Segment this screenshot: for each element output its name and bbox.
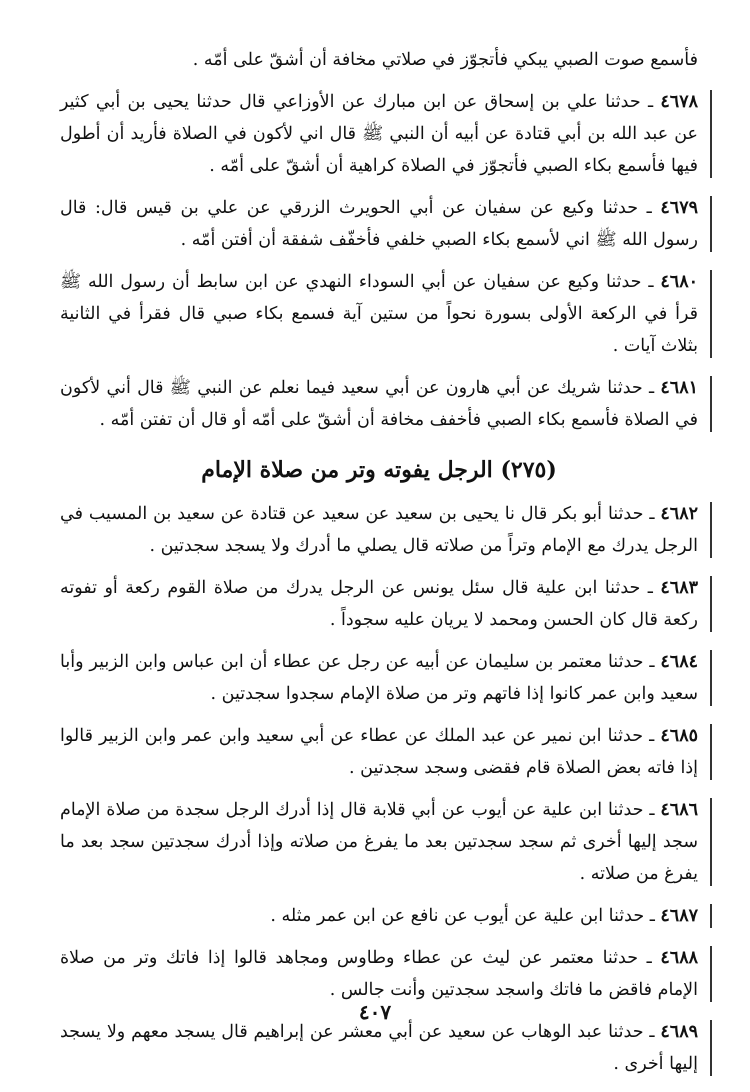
hadith-list-a: [60, 86, 698, 436]
hadith-text: ـ حدثنا أبو بكر قال نا يحيى بن سعيد عن سعيد عن قتادة عن سعيد بن المسيب في الرجل يدرك مع الإمام وتراً من صلاته قال يصلي ما أدرك ولا يسجد سجدتين .: [60, 504, 698, 556]
hadith-paragraph: [60, 192, 698, 256]
hadith-number: ٤٦٨٧: [660, 906, 698, 926]
continuation-text: فأسمع صوت الصبي يبكي فأتجوّز في صلاتي مخافة أن أشقّ على أمّه .: [192, 50, 698, 70]
hadith-number: ٤٦٨٤: [660, 652, 698, 672]
hadith-number: ٤٦٨٨: [660, 948, 698, 968]
hadith-number: ٤٦٧٩: [660, 198, 698, 218]
hadith-list-b: [60, 498, 698, 1080]
hadith-number: ٤٦٨٩: [660, 1022, 698, 1042]
hadith-paragraph: [60, 372, 698, 436]
hadith-text: ـ حدثنا وكيع عن سفيان عن أبي السوداء النهدي عن ابن سابط أن رسول الله ﷺ قرأ في الركعة الأولى بسورة نحواً من ستين آية فسمع بكاء صبي قال فقرأ في الثانية بثلاث آيات .: [60, 272, 698, 356]
hadith-paragraph: [60, 720, 698, 784]
page-number: ٤٠٧: [358, 1000, 392, 1024]
hadith-paragraph: [60, 266, 698, 362]
hadith-paragraph: [60, 498, 698, 562]
hadith-paragraph: [60, 942, 698, 1006]
hadith-paragraph: [60, 900, 698, 932]
hadith-number: ٤٦٨٦: [660, 800, 698, 820]
hadith-paragraph: [60, 572, 698, 636]
hadith-paragraph: [60, 86, 698, 182]
hadith-number: ٤٦٨٣: [660, 578, 698, 598]
hadith-number: ٤٦٧٨: [660, 92, 698, 112]
hadith-number: ٤٦٨٥: [660, 726, 698, 746]
hadith-text: ـ حدثنا ابن علية عن أيوب عن أبي قلابة قال إذا أدرك الرجل سجدة من صلاة الإمام سجد إليها أخرى ثم سجد سجدتين بعد ما يفرغ من صلاته وإذا أدرك سجدتين سجد بعد ما يفرغ من صلاته .: [60, 800, 698, 884]
hadith-number: ٤٦٨٠: [660, 272, 698, 292]
hadith-paragraph: [60, 794, 698, 890]
hadith-text: ـ حدثنا عبد الوهاب عن سعيد عن أبي معشر عن إبراهيم قال يسجد معهم ولا يسجد إليها أخرى .: [60, 1022, 698, 1074]
hadith-text: ـ حدثنا معتمر بن سليمان عن أبيه عن رجل عن عطاء أن ابن عباس وابن الزبير وأبا سعيد وابن عمر كانوا إذا فاتهم وتر من صلاة الإمام سجدوا سجدتين .: [60, 652, 698, 704]
hadith-text: ـ حدثنا ابن علية عن أيوب عن نافع عن ابن عمر مثله .: [270, 906, 661, 926]
chapter-heading: (٢٧٥) الرجل يفوته وتر من صلاة الإمام: [201, 457, 557, 483]
hadith-paragraph: [60, 1016, 698, 1080]
hadith-text: ـ حدثنا وكيع عن سفيان عن أبي الحويرث الزرقي عن علي بن قيس قال: قال رسول الله ﷺ اني لأسمع بكاء الصبي خلفي فأخفّف شفقة أن أفتن أمّه .: [60, 198, 698, 250]
hadith-number: ٤٦٨١: [660, 378, 698, 398]
hadith-text: ـ حدثنا معتمر عن ليث عن عطاء وطاوس ومجاهد قالوا إذا فاتك وتر من صلاة الإمام فاقض ما فاتك واسجد سجدتين وأنت جالس .: [60, 948, 698, 1000]
hadith-text: ـ حدثنا ابن علية قال سئل يونس عن الرجل يدرك من صلاة القوم ركعة أو تفوته ركعة قال كان الحسن ومحمد لا يريان عليه سجوداً .: [60, 578, 698, 630]
hadith-text: ـ حدثنا ابن نمير عن عبد الملك عن عطاء عن أبي سعيد وابن عمر وابن الزبير قالوا إذا فاته بعض الصلاة قام فقضى وسجد سجدتين .: [60, 726, 698, 778]
hadith-number: ٤٦٨٢: [660, 504, 698, 524]
hadith-text: ـ حدثنا علي بن إسحاق عن ابن مبارك عن الأوزاعي قال حدثنا يحيى بن أبي كثير عن عبد الله بن أبي قتادة عن أبيه أن النبي ﷺ قال اني لأكون في الصلاة فأريد أن أطول فيها فأسمع بكاء الصبي فأتجوّز في الصلاة كراهية أن أشقّ على أمّه .: [60, 92, 698, 176]
hadith-paragraph: [60, 646, 698, 710]
hadith-text: ـ حدثنا شريك عن أبي هارون عن أبي سعيد فيما نعلم عن النبي ﷺ قال أني لأكون في الصلاة فأسمع بكاء الصبي فأخفف مخافة أن أشقّ على أمّه أو قال أن تفتن أمّه .: [60, 378, 698, 430]
